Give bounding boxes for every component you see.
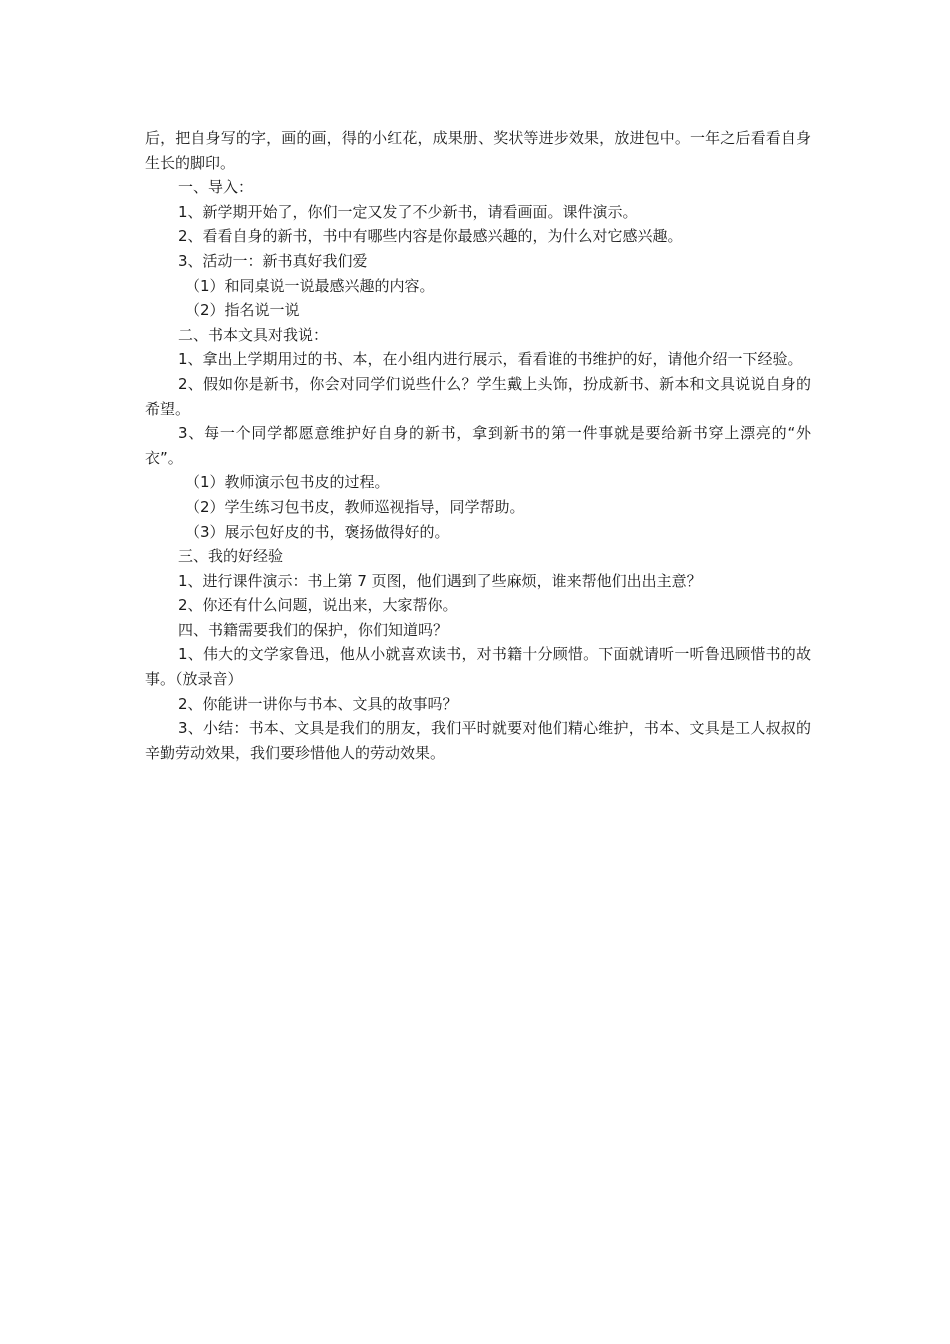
- sub-list-item: （3）展示包好皮的书，褒扬做得好的。: [185, 522, 450, 541]
- list-item: 2、你还有什么问题，说出来，大家帮你。: [178, 596, 458, 615]
- list-item: 2、看看自身的新书，书中有哪些内容是你最感兴趣的，为什么对它感兴趣。: [178, 227, 683, 246]
- heading-section-1: 一、导入：: [178, 178, 254, 197]
- list-item: 1、新学期开始了，你们一定又发了不少新书，请看画面。课件演示。: [178, 202, 638, 221]
- heading-section-3: 三、我的好经验: [178, 547, 284, 566]
- paragraph-intro: 后，把自身写的字，画的画，得的小红花，成果册、奖状等进步效果，放进包中。一年之后看看自身生长的脚印。: [145, 129, 811, 172]
- list-item: 1、进行课件演示：书上第 7 页图，他们遇到了些麻烦，谁来帮他们出出主意？: [178, 571, 702, 590]
- sub-list-item: （1）和同桌说一说最感兴趣的内容。: [185, 276, 435, 295]
- list-item: 3、活动一：新书真好我们爱: [178, 251, 368, 270]
- document-body: [145, 126, 811, 765]
- list-item: 1、拿出上学期用过的书、本，在小组内进行展示，看看谁的书维护的好，请他介绍一下经验。: [178, 350, 803, 369]
- heading-section-4: 四、书籍需要我们的保护，你们知道吗？: [178, 620, 449, 639]
- list-item: 2、你能讲一讲你与书本、文具的故事吗？: [178, 694, 458, 713]
- list-item-summary: 3、小结：书本、文具是我们的朋友，我们平时就要对他们精心维护，书本、文具是工人叔叔的辛勤劳动效果，我们要珍惜他人的劳动效果。: [145, 719, 811, 762]
- list-item: 3、每一个同学都愿意维护好自身的新书，拿到新书的第一件事就是要给新书穿上漂亮的“外衣”。: [145, 424, 811, 467]
- heading-section-2: 二、书本文具对我说：: [178, 325, 329, 344]
- sub-list-item: （2）学生练习包书皮，教师巡视指导，同学帮助。: [185, 497, 525, 516]
- list-item: 1、伟大的文学家鲁迅，他从小就喜欢读书，对书籍十分顾惜。下面就请听一听鲁迅顾惜书的故事。（放录音）: [145, 645, 811, 689]
- sub-list-item: （1）教师演示包书皮的过程。: [185, 473, 390, 492]
- list-item: 2、假如你是新书，你会对同学们说些什么？学生戴上头饰，扮成新书、新本和文具说说自身的希望。: [145, 374, 811, 418]
- sub-list-item: （2）指名说一说: [185, 301, 300, 320]
